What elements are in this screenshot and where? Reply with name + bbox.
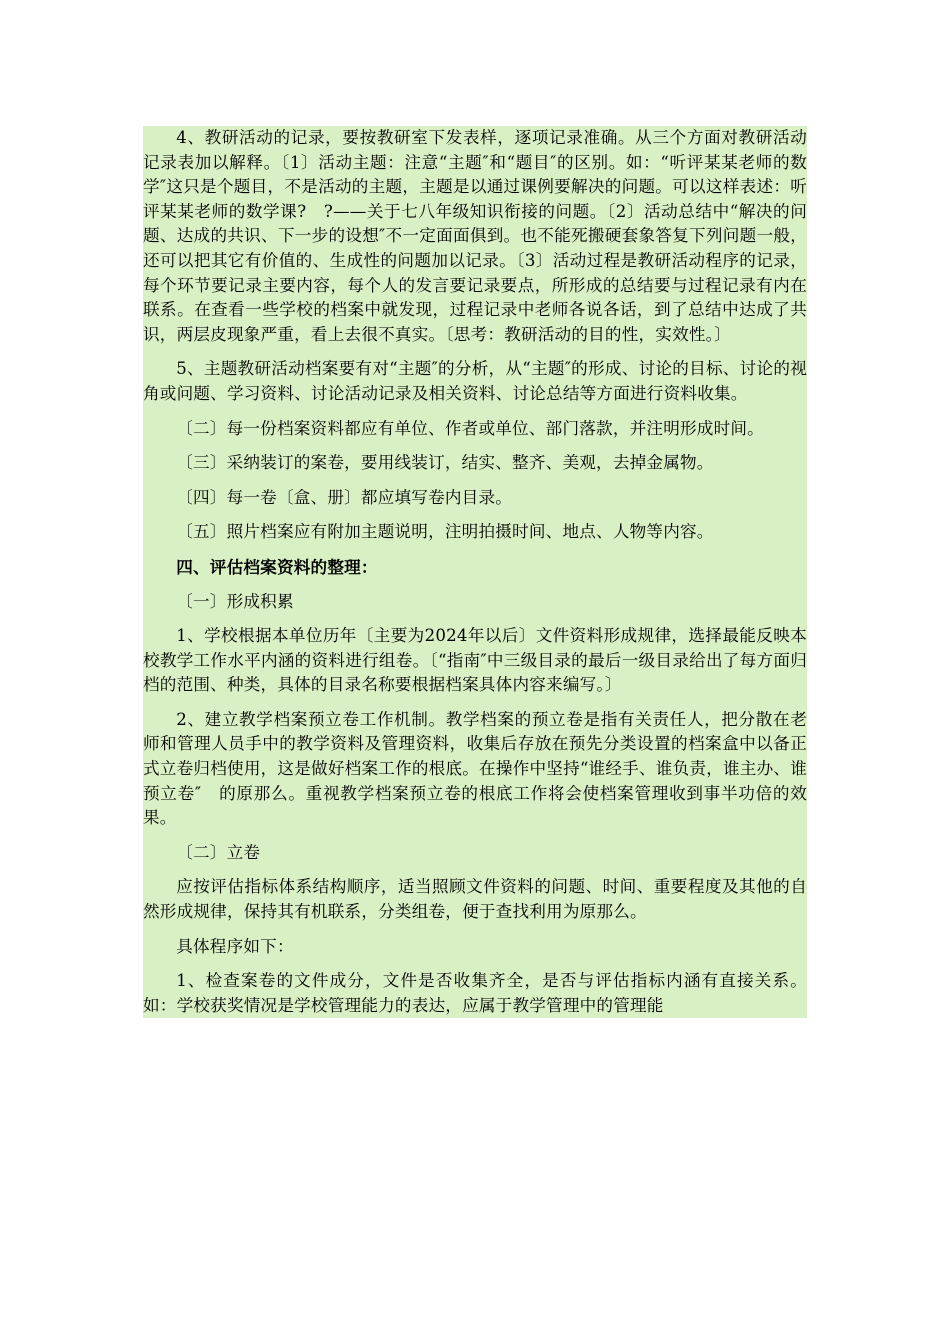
- subsection-heading-filing: 〔二〕立卷: [176, 842, 261, 862]
- paragraph-record-keeping: 4、教研活动的记录，要按教研室下发表样，逐项记录准确。从三个方面对教研活动记录表加以解释。〔1〕活动主题：注意“主题″和“题目″的区别。如：“听评某某老师的数学″这只是个题目，不是活动的主题，主题是以通过课例要解决的问题。可以这样表述：听评某某老师的数学课? ?——关于七八年级知识衔接的问题。〔2〕活动总结中“解决的问题、达成的共识、下一步的设想″不一定面面俱到。也不能死搬硬套象答复下列问题一般，还可以把其它有价值的、生成性的问题加以记录。〔3〕活动过程是教研活动程序的记录，每个环节要记录主要内容，每个人的发言要记录要点，所形成的总结要与过程记录有内在联系。在查看一些学校的档案中就发现，过程记录中老师各说各话，到了总结中达成了共识，两层皮现象严重，看上去很不真实。〔思考：教研活动的目的性，实效性。〕: [143, 128, 807, 344]
- paragraph-theme-analysis: 5、主题教研活动档案要有对“主题″的分析，从“主题″的形成、讨论的目标、讨论的视角或问题、学习资料、讨论活动记录及相关资料、讨论总结等方面进行资料收集。: [143, 359, 807, 403]
- paragraph-photo-archive: 〔五〕照片档案应有附加主题说明，注明拍摄时间、地点、人物等内容。: [176, 522, 714, 542]
- paragraph-attribution: 〔二〕每一份档案资料都应有单位、作者或单位、部门落款，并注明形成时间。: [176, 418, 764, 438]
- section-heading: 四、评估档案资料的整理：: [176, 556, 378, 577]
- paragraph-volume-grouping: 1、学校根据本单位历年〔主要为2024年以后〕文件资料形成规律，选择最能反映本校教学工作水平内涵的资料进行组卷。〔“指南″中三级目录的最后一级目录给出了每方面归档的范围、种类，具体的目录名称要根据档案具体内容来编写。〕: [143, 626, 807, 695]
- paragraph-procedure-step-1: 1、检查案卷的文件成分，文件是否收集齐全，是否与评估指标内涵有直接关系。如：学校获奖情况是学校管理能力的表达，应属于教学管理中的管理能: [143, 971, 807, 1015]
- paragraph-filing-principle: 应按评估指标体系结构顺序，适当照顾文件资料的问题、时间、重要程度及其他的自然形成规律，保持其有机联系，分类组卷，便于查找利用为原那么。: [143, 877, 807, 922]
- paragraph-pre-filing: 2、建立教学档案预立卷工作机制。教学档案的预立卷是指有关责任人，把分散在老师和管理人员手中的教学资料及管理资料，收集后存放在预先分类设置的档案盒中以备正式立卷归档使用，这是做好档案工作的根底。在操作中坚持“谁经手、谁负责，谁主办、谁预立卷″ 的原那么。重视教学档案预立卷的根底工作将会使档案管理收到事半功倍的效果。: [143, 709, 807, 828]
- paragraph-procedure-intro: 具体程序如下：: [176, 936, 294, 956]
- document-body: [143, 126, 807, 1018]
- paragraph-binding: 〔三〕采纳装订的案卷，要用线装订，结实、整齐、美观，去掉金属物。: [176, 453, 714, 473]
- paragraph-contents-list: 〔四〕每一卷〔盒、册〕都应填写卷内目录。: [176, 487, 513, 507]
- subsection-heading-accumulation: 〔一〕形成积累: [176, 591, 294, 611]
